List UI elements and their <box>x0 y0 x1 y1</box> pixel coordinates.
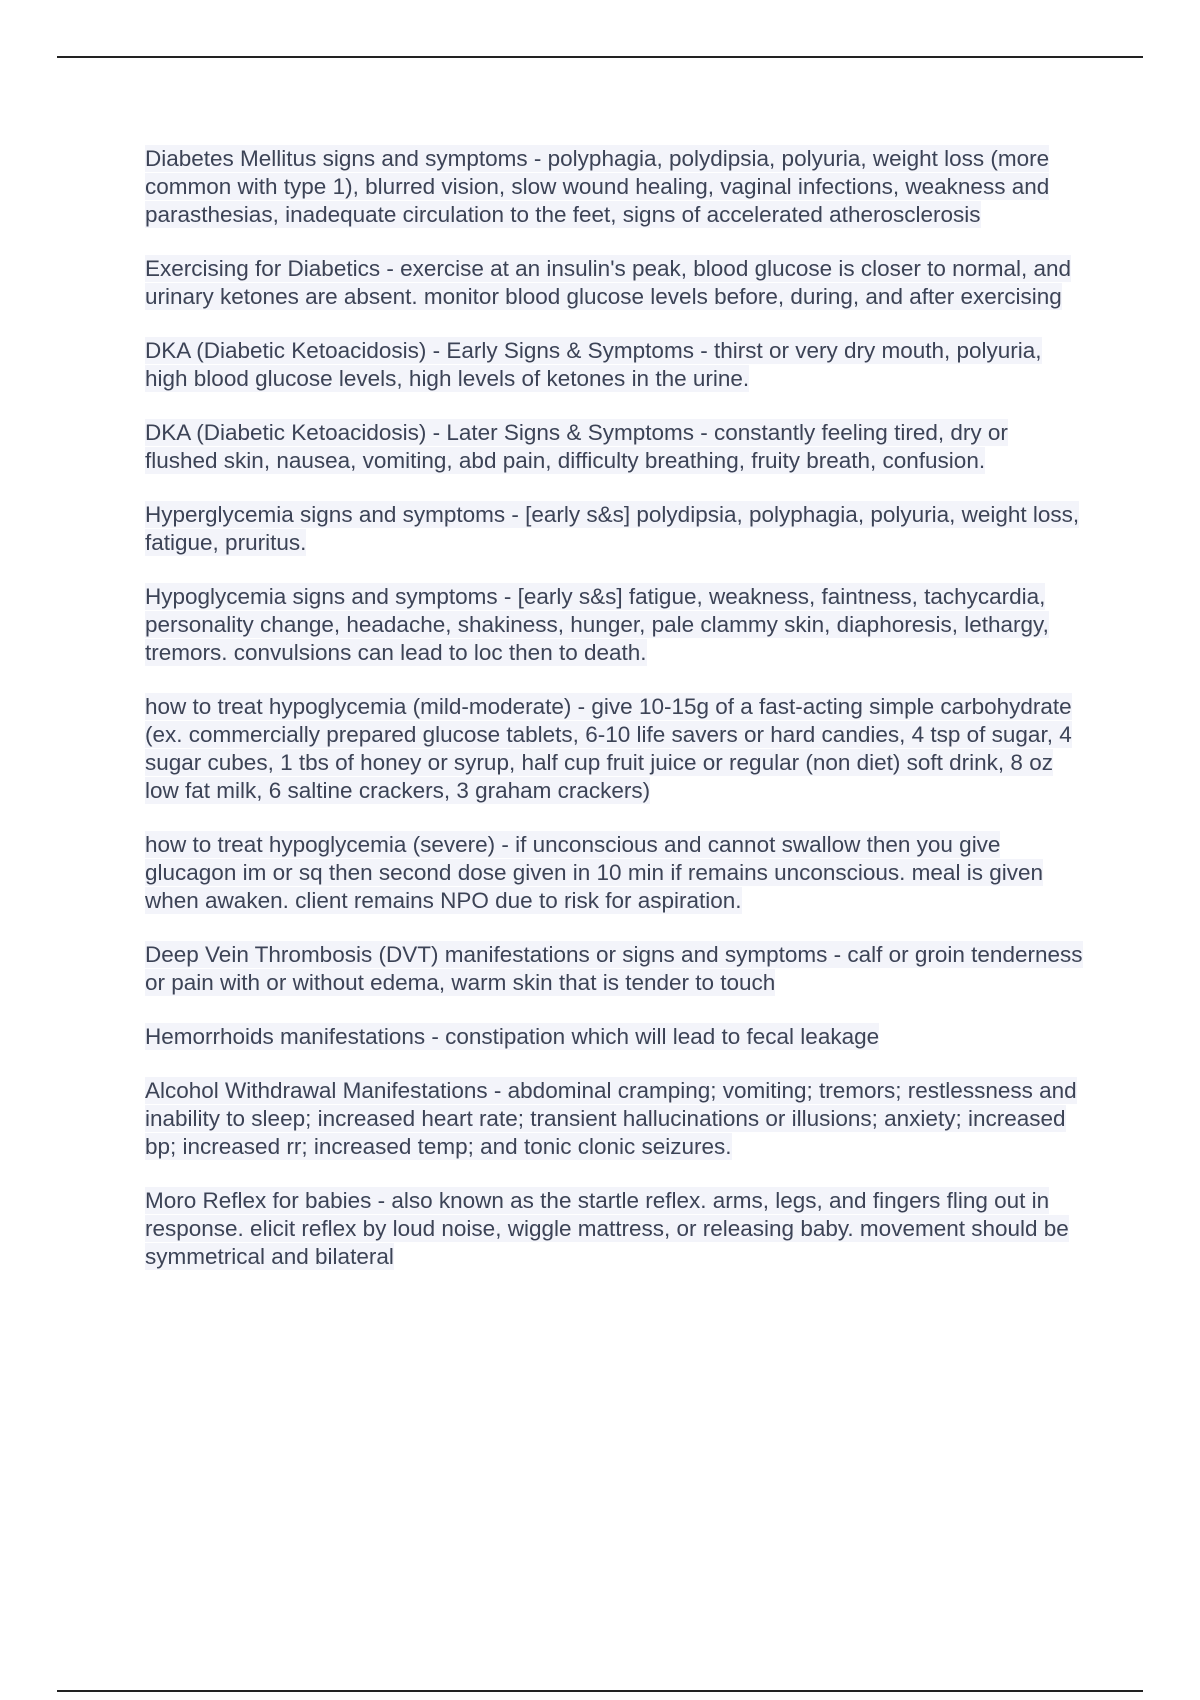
entry-alcohol-withdrawal: Alcohol Withdrawal Manifestations - abdominal cramping; vomiting; tremors; restlessness and inability to sleep; increased heart rate; transient hallucinations or illusions; anxiety; increased bp; increased rr; increased temp; and tonic clonic seizures. <box>145 1078 1077 1159</box>
entry-treat-hypoglycemia-severe: how to treat hypoglycemia (severe) - if unconscious and cannot swallow then you give glucagon im or sq then second dose given in 10 min if remains unconscious. meal is given when awaken. client remains NPO due to risk for aspiration. <box>145 832 1043 913</box>
footer-rule <box>57 1690 1143 1692</box>
entry-hypoglycemia: Hypoglycemia signs and symptoms - [early s&s] fatigue, weakness, faintness, tachycardia, personality change, headache, shakiness, hunger, pale clammy skin, diaphoresis, lethargy, tremors. convulsions can lead to loc then to death. <box>145 584 1049 665</box>
entry-moro-reflex: Moro Reflex for babies - also known as the startle reflex. arms, legs, and fingers fling out in response. elicit reflex by loud noise, wiggle mattress, or releasing baby. movement should be symmetrical and bilateral <box>145 1188 1069 1269</box>
header-rule <box>57 56 1143 58</box>
entry-exercising-for-diabetics: Exercising for Diabetics - exercise at an insulin's peak, blood glucose is closer to normal, and urinary ketones are absent. monitor blood glucose levels before, during, and after exercising <box>145 256 1071 309</box>
entry-diabetes-mellitus: Diabetes Mellitus signs and symptoms - polyphagia, polydipsia, polyuria, weight loss (more common with type 1), blurred vision, slow wound healing, vaginal infections, weakness and parasthesias, inadequate circulation to the feet, signs of accelerated atherosclerosis <box>145 146 1050 227</box>
entry-dka-later: DKA (Diabetic Ketoacidosis) - Later Signs & Symptoms - constantly feeling tired, dry or flushed skin, nausea, vomiting, abd pain, difficulty breathing, fruity breath, confusion. <box>145 420 1008 473</box>
entry-treat-hypoglycemia-mild: how to treat hypoglycemia (mild-moderate) - give 10-15g of a fast-acting simple carbohydrate (ex. commercially prepared glucose tablets, 6-10 life savers or hard candies, 4 tsp of sugar, 4 sugar cubes, 1 tbs of honey or syrup, half cup fruit juice or regular (non diet) soft drink, 8 oz low fat milk, 6 saltine crackers, 3 graham crackers) <box>145 694 1072 803</box>
document-body <box>145 145 1085 1297</box>
entry-hyperglycemia: Hyperglycemia signs and symptoms - [early s&s] polydipsia, polyphagia, polyuria, weight loss, fatigue, pruritus. <box>145 502 1080 555</box>
entry-dka-early: DKA (Diabetic Ketoacidosis) - Early Signs & Symptoms - thirst or very dry mouth, polyuria, high blood glucose levels, high levels of ketones in the urine. <box>145 338 1042 391</box>
entry-dvt: Deep Vein Thrombosis (DVT) manifestations or signs and symptoms - calf or groin tenderness or pain with or without edema, warm skin that is tender to touch <box>145 942 1083 995</box>
entry-hemorrhoids: Hemorrhoids manifestations - constipation which will lead to fecal leakage <box>145 1024 880 1049</box>
